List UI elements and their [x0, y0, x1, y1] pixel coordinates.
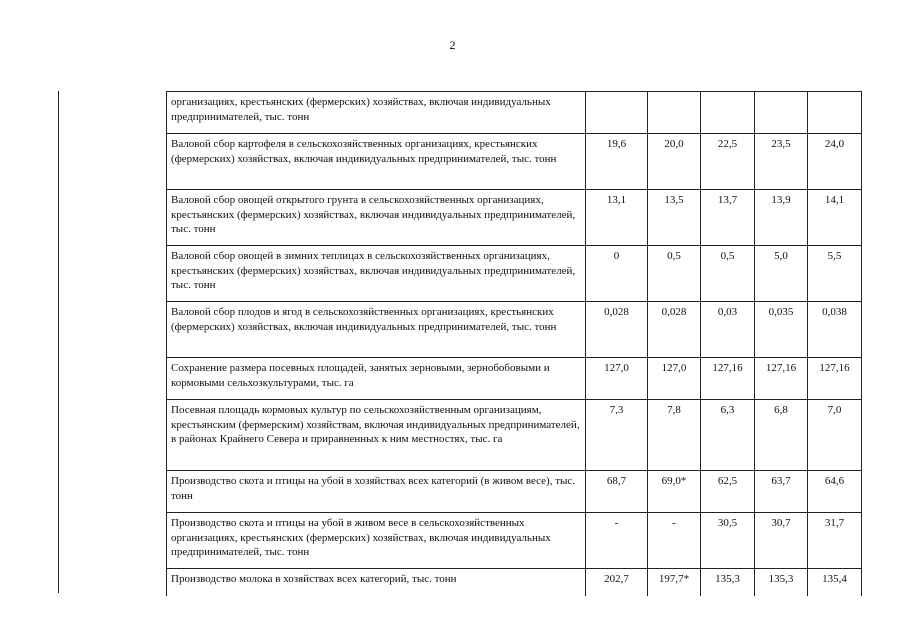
value-cell-year-1: - — [586, 513, 648, 569]
value-cell-year-1 — [586, 92, 648, 134]
value-cell-year-5: 7,0 — [808, 400, 862, 471]
value-cell-year-2: 127,0 — [648, 358, 701, 400]
value-cell-year-5: 24,0 — [808, 134, 862, 190]
value-cell-year-5: 64,6 — [808, 471, 862, 513]
table-row — [167, 513, 862, 569]
table-row — [167, 302, 862, 358]
value-cell-year-2: 0,5 — [648, 246, 701, 302]
value-cell-year-1: 0 — [586, 246, 648, 302]
value-cell-year-3: 62,5 — [701, 471, 755, 513]
value-cell-year-2: 20,0 — [648, 134, 701, 190]
value-cell-year-2: 0,028 — [648, 302, 701, 358]
value-cell-year-3: 22,5 — [701, 134, 755, 190]
value-cell-year-1: 19,6 — [586, 134, 648, 190]
indicator-name-cell: Производство скота и птицы на убой в хозяйствах всех категорий (в живом весе), тыс. тонн — [167, 471, 586, 513]
indicator-name-cell: организациях, крестьянских (фермерских) хозяйствах, включая индивидуальных предпринимателей, тыс. тонн — [167, 92, 586, 134]
value-cell-year-2: 197,7* — [648, 569, 701, 596]
value-cell-year-2: - — [648, 513, 701, 569]
value-cell-year-4: 63,7 — [755, 471, 808, 513]
value-cell-year-5 — [808, 92, 862, 134]
value-cell-year-5: 5,5 — [808, 246, 862, 302]
value-cell-year-5: 135,4 — [808, 569, 862, 596]
value-cell-year-3: 13,7 — [701, 190, 755, 246]
value-cell-year-1: 0,028 — [586, 302, 648, 358]
table-row — [167, 400, 862, 471]
page-number: 2 — [449, 38, 456, 52]
value-cell-year-3: 6,3 — [701, 400, 755, 471]
table-row — [167, 569, 862, 596]
table-row — [167, 190, 862, 246]
value-cell-year-4: 13,9 — [755, 190, 808, 246]
indicator-name-cell: Посевная площадь кормовых культур по сельскохозяйственным организациям, крестьянским (фермерским) хозяйствам, включая индивидуальных предпринимателей, в районах Крайнего Севера и приравненных к ним местностях, тыс. га — [167, 400, 586, 471]
indicator-name-cell: Сохранение размера посевных площадей, занятых зерновыми, зернобобовыми и кормовыми сельхозкультурами, тыс. га — [167, 358, 586, 400]
value-cell-year-2: 13,5 — [648, 190, 701, 246]
value-cell-year-4: 5,0 — [755, 246, 808, 302]
indicator-name-cell: Валовой сбор овощей открытого грунта в сельскохозяйственных организациях, крестьянских (фермерских) хозяйствах, включая индивидуальных предпринимателей, тыс. тонн — [167, 190, 586, 246]
value-cell-year-4: 6,8 — [755, 400, 808, 471]
value-cell-year-3: 0,03 — [701, 302, 755, 358]
value-cell-year-3: 127,16 — [701, 358, 755, 400]
indicator-name-cell: Производство молока в хозяйствах всех категорий, тыс. тонн — [167, 569, 586, 596]
value-cell-year-1: 127,0 — [586, 358, 648, 400]
table-row — [167, 358, 862, 400]
value-cell-year-1: 13,1 — [586, 190, 648, 246]
value-cell-year-2 — [648, 92, 701, 134]
value-cell-year-5: 127,16 — [808, 358, 862, 400]
value-cell-year-4: 30,7 — [755, 513, 808, 569]
value-cell-year-5: 31,7 — [808, 513, 862, 569]
value-cell-year-4: 0,035 — [755, 302, 808, 358]
indicators-table — [166, 91, 862, 596]
value-cell-year-3: 30,5 — [701, 513, 755, 569]
value-cell-year-2: 7,8 — [648, 400, 701, 471]
table-row — [167, 134, 862, 190]
value-cell-year-1: 202,7 — [586, 569, 648, 596]
table-body — [167, 92, 862, 596]
value-cell-year-1: 68,7 — [586, 471, 648, 513]
value-cell-year-4: 23,5 — [755, 134, 808, 190]
value-cell-year-2: 69,0* — [648, 471, 701, 513]
value-cell-year-1: 7,3 — [586, 400, 648, 471]
value-cell-year-3 — [701, 92, 755, 134]
indicator-name-cell: Валовой сбор овощей в зимних теплицах в сельскохозяйственных организациях, крестьянских (фермерских) хозяйствах, включая индивидуальных предпринимателей, тыс. тонн — [167, 246, 586, 302]
indicator-name-cell: Валовой сбор плодов и ягод в сельскохозяйственных организациях, крестьянских (фермерских) хозяйствах, включая индивидуальных предпринимателей, тыс. тонн — [167, 302, 586, 358]
table-row — [167, 471, 862, 513]
value-cell-year-5: 0,038 — [808, 302, 862, 358]
indicator-name-cell: Производство скота и птицы на убой в живом весе в сельскохозяйственных организациях, крестьянских (фермерских) хозяйствах, включая индивидуальных предпринимателей, тыс. тонн — [167, 513, 586, 569]
value-cell-year-4: 135,3 — [755, 569, 808, 596]
indicators-table-container — [166, 91, 861, 596]
value-cell-year-5: 14,1 — [808, 190, 862, 246]
value-cell-year-4: 127,16 — [755, 358, 808, 400]
outer-table-left-border — [58, 91, 59, 593]
value-cell-year-3: 135,3 — [701, 569, 755, 596]
value-cell-year-3: 0,5 — [701, 246, 755, 302]
value-cell-year-4 — [755, 92, 808, 134]
table-row — [167, 246, 862, 302]
table-row — [167, 92, 862, 134]
indicator-name-cell: Валовой сбор картофеля в сельскохозяйственных организациях, крестьянских (фермерских) хозяйствах, включая индивидуальных предпринимателей, тыс. тонн — [167, 134, 586, 190]
